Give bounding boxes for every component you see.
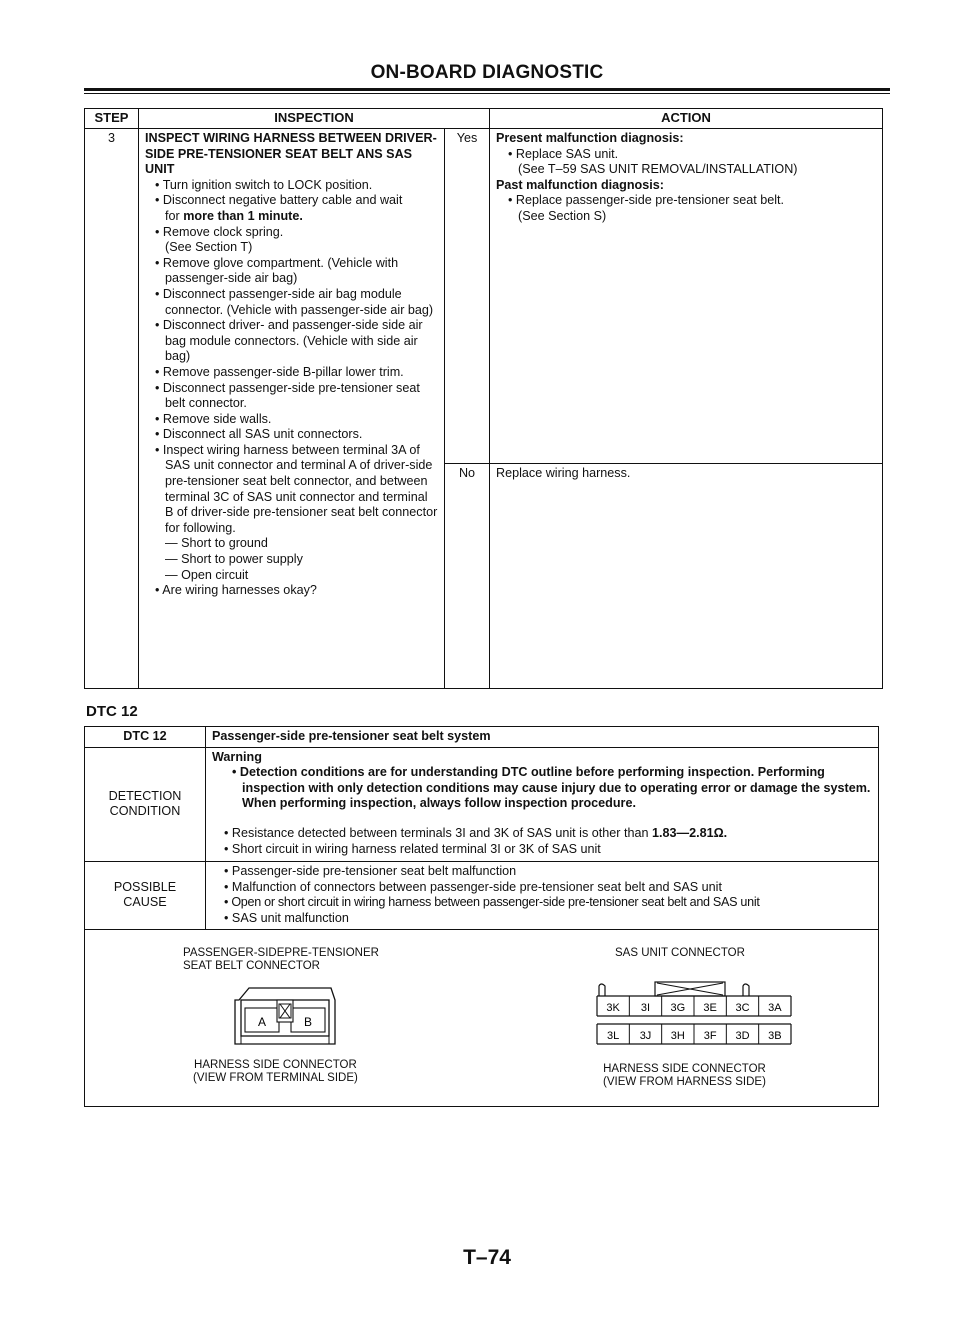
terminal-label: 3G: [670, 1001, 686, 1014]
sas-connector-icon: [595, 980, 795, 1060]
connector-diagram: [85, 929, 879, 1106]
list-item: • Inspect wiring harness between terminal 3A of SAS unit connector and terminal A of driver-side pre-tensioner seat belt connector, and between terminal 3C of SAS unit connector and terminal B of driver-side pre-tensioner seat belt connector for following.: [145, 443, 438, 537]
terminal-label: 3B: [768, 1029, 782, 1042]
terminal-label: 3I: [640, 1001, 651, 1014]
header-rule: [84, 88, 890, 91]
list-item: • Disconnect passenger-side pre-tensioner seat belt connector.: [145, 381, 438, 412]
yes-label: Yes: [445, 129, 490, 464]
list-item: • Disconnect negative battery cable and wait for more than 1 minute.: [145, 193, 438, 224]
dtc-table: [84, 726, 879, 1107]
list-item: • Disconnect driver- and passenger-side side air bag module connectors. (Vehicle with side air bag): [145, 318, 438, 365]
action-column-header: ACTION: [490, 109, 883, 129]
condition-list: [212, 826, 872, 857]
no-action: Replace wiring harness.: [490, 464, 883, 689]
list-item: • Remove passenger-side B-pillar lower trim.: [145, 365, 438, 381]
condition-item: • Short circuit in wiring harness related terminal 3I or 3K of SAS unit: [212, 842, 872, 858]
terminal-label: 3F: [703, 1029, 717, 1042]
past-item: • Replace passenger-side pre-tensioner seat belt.: [496, 193, 876, 209]
inspection-title: INSPECT WIRING HARNESS BETWEEN DRIVER-SIDE PRE-TENSIONER SEAT BELT ANS SAS UNIT: [145, 131, 437, 177]
no-label: No: [445, 464, 490, 689]
pretensioner-connector-icon: [225, 986, 345, 1048]
terminal-label: 3H: [670, 1029, 685, 1042]
list-item: — Short to power supply: [165, 552, 303, 567]
left-connector-caption: HARNESS SIDE CONNECTOR (VIEW FROM TERMINAL SIDE): [193, 1058, 358, 1084]
terminal-label: 3A: [768, 1001, 782, 1014]
detection-cell: [206, 747, 879, 862]
terminal-label: 3C: [735, 1001, 750, 1014]
list-item: • Remove clock spring.: [145, 225, 438, 241]
page-title: ON-BOARD DIAGNOSTIC: [370, 62, 604, 83]
step-number: 3: [85, 129, 139, 689]
cause-item: • SAS unit malfunction: [212, 911, 872, 927]
step-column-header: STEP: [85, 109, 139, 129]
terminal-a-label: A: [257, 1014, 267, 1029]
terminal-label: 3K: [606, 1001, 620, 1014]
list-item: • Disconnect all SAS unit connectors.: [145, 427, 438, 443]
list-item: • Turn ignition switch to LOCK position.: [145, 178, 438, 194]
list-item: • Are wiring harnesses okay?: [145, 583, 438, 599]
list-item: • Disconnect passenger-side air bag module connector. (Vehicle with passenger-side air bag): [145, 287, 438, 318]
terminal-label: 3J: [639, 1029, 652, 1042]
left-connector-title: PASSENGER-SIDEPRE-TENSIONER SEAT BELT CONNECTOR: [183, 946, 379, 972]
cause-cell: [206, 862, 879, 929]
warning-text: • Detection conditions are for understanding DTC outline before performing inspection. Performing inspection with only detection conditions may cause injury due to operating error or damage the system. When performing inspection, always follow inspection procedure.: [212, 765, 872, 812]
warning-title: Warning: [212, 749, 262, 764]
page-number: T–74: [463, 1246, 511, 1269]
dtc-system: Passenger-side pre-tensioner seat belt system: [206, 727, 879, 748]
list-item: • Remove glove compartment. (Vehicle with passenger-side air bag): [145, 256, 438, 287]
inspection-cell: [139, 129, 445, 689]
list-item: (See Section T): [165, 240, 253, 255]
inspection-list: [145, 178, 438, 599]
terminal-label: 3D: [735, 1029, 750, 1042]
terminal-label: 3E: [703, 1001, 717, 1014]
detection-label: DETECTION CONDITION: [85, 747, 206, 862]
right-connector-caption: HARNESS SIDE CONNECTOR (VIEW FROM HARNESS SIDE): [603, 1062, 766, 1088]
cause-item: • Open or short circuit in wiring harness between passenger-side pre-tensioner seat belt and SAS unit: [212, 895, 872, 911]
right-connector-title: SAS UNIT CONNECTOR: [615, 946, 745, 959]
past-title: Past malfunction diagnosis:: [496, 177, 664, 192]
cause-item: • Malfunction of connectors between passenger-side pre-tensioner seat belt and SAS unit: [212, 880, 872, 896]
terminal-label: 3L: [607, 1029, 620, 1042]
list-item: — Short to ground: [165, 536, 268, 551]
present-title: Present malfunction diagnosis:: [496, 131, 684, 145]
dtc-heading: DTC 12: [86, 703, 138, 720]
list-item: • Remove side walls.: [145, 412, 438, 428]
list-item: — Open circuit: [165, 567, 249, 582]
step-table: [84, 108, 883, 689]
cause-item: • Passenger-side pre-tensioner seat belt malfunction: [212, 864, 872, 880]
inspection-column-header: INSPECTION: [139, 109, 490, 129]
terminal-b-label: B: [303, 1014, 313, 1029]
present-item: • Replace SAS unit.: [496, 147, 876, 163]
past-ref: (See Section S): [518, 208, 607, 223]
cause-label: POSSIBLE CAUSE: [85, 862, 206, 929]
present-ref: (See T–59 SAS UNIT REMOVAL/INSTALLATION): [518, 162, 798, 177]
dtc-code: DTC 12: [85, 727, 206, 748]
yes-action-cell: [490, 129, 883, 464]
cause-list: [212, 864, 872, 926]
header-rule-thin: [84, 93, 890, 94]
condition-item: • Resistance detected between terminals 3I and 3K of SAS unit is other than 1.83—2.81Ω.: [212, 826, 872, 842]
